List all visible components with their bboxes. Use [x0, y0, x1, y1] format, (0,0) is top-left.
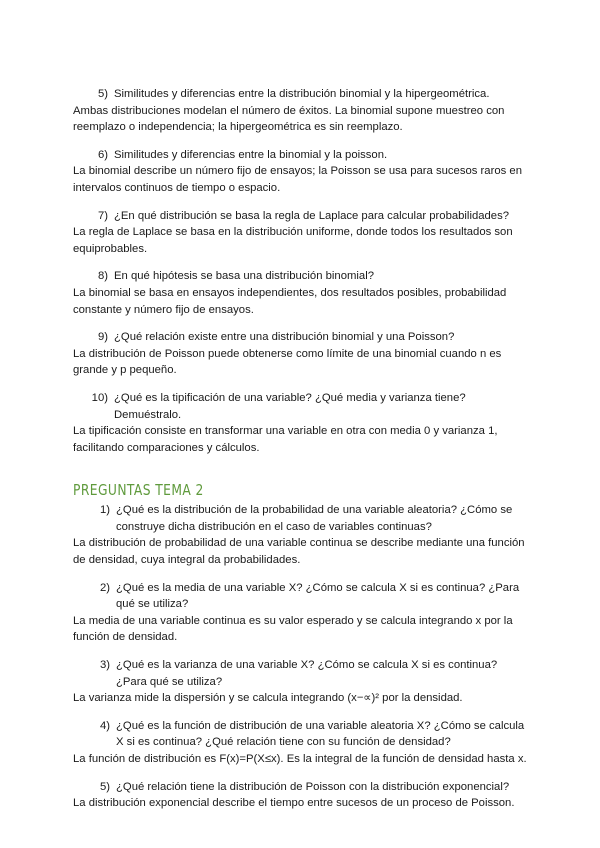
question [73, 657, 533, 690]
question-text: Similitudes y diferencias entre la distribución binomial y la hipergeométrica. [114, 88, 490, 100]
qa-item-t2-5 [73, 779, 533, 812]
question-number: 9) [97, 331, 108, 344]
question-number: 1) [99, 504, 110, 517]
question-text: ¿Qué es la distribución de la probabilidad de una variable aleatoria? ¿Cómo se construye dicha distribución en el caso de variables continuas? [116, 504, 513, 533]
question [73, 208, 533, 225]
question-text: ¿En qué distribución se basa la regla de Laplace para calcular probabilidades? [114, 209, 510, 222]
answer-text: Ambas distribuciones modelan el número de éxitos. La binomial supone muestreo con reemplazo o independencia; la hipergeométrica es sin reemplazo. [73, 104, 505, 134]
answer-text: La binomial se basa en ensayos independientes, dos resultados posibles, probabilidad constante y número fijo de ensayos. [73, 286, 507, 316]
question-text: Similitudes y diferencias entre la binomial y la poisson. [114, 148, 388, 161]
question-text: En qué hipótesis se basa una distribución binomial? [114, 270, 374, 283]
question-text: ¿Qué es la función de distribución de una variable aleatoria X? ¿Cómo se calcula X si es continua? ¿Qué relación tiene con su función de densidad? [116, 719, 525, 749]
question-text: ¿Qué relación tiene la distribución de Poisson con la distribución exponencial? [116, 780, 510, 793]
question [73, 329, 533, 346]
answer-text: La regla de Laplace se basa en la distribución uniforme, donde todos los resultados son equiprobables. [73, 226, 513, 255]
qa-item-7 [73, 208, 533, 258]
answer-text: La distribución de Poisson puede obtenerse como límite de una binomial cuando n es grande y p pequeño. [73, 347, 502, 377]
question-number: 4) [99, 719, 110, 732]
question [73, 502, 533, 535]
qa-item-t2-4 [73, 718, 533, 768]
answer-text: La binomial describe un número fijo de ensayos; la Poisson se usa para sucesos raros en intervalos continuos de tiempo o espacio. [73, 165, 522, 194]
question-number: 6) [97, 148, 108, 161]
question [73, 718, 533, 751]
question-text: ¿Qué es la varianza de una variable X? ¿Cómo se calcula X si es continua? ¿Para qué se utiliza? [116, 659, 498, 688]
answer-text: La varianza mide la dispersión y se calcula integrando (x−∝)² por la densidad. [73, 692, 463, 705]
question [73, 580, 533, 613]
qa-item-5 [73, 86, 533, 136]
answer-text: La tipificación consiste en transformar una variable en otra con media 0 y varianza 1, facilitando comparaciones y cálculos. [73, 425, 498, 454]
question [73, 268, 533, 285]
question [73, 86, 533, 103]
qa-item-10 [73, 390, 533, 456]
qa-item-9 [73, 329, 533, 379]
document-page [73, 86, 533, 823]
qa-item-t2-1 [73, 502, 533, 568]
question-text: ¿Qué es la tipificación de una variable? ¿Qué media y varianza tiene? Demuéstralo. [114, 391, 466, 421]
answer-text: La distribución de probabilidad de una variable continua se describe mediante una función de densidad, cuya integral da probabilidades. [73, 537, 525, 567]
answer-text: La distribución exponencial describe el tiempo entre sucesos de un proceso de Poisson. [73, 797, 515, 810]
question [73, 390, 533, 423]
question [73, 147, 533, 164]
qa-item-t2-3 [73, 657, 533, 707]
answer-text: La media de una variable continua es su valor esperado y se calcula integrando x por la función de densidad. [73, 614, 513, 644]
question-number: 5) [97, 88, 108, 100]
question-number: 7) [97, 209, 108, 222]
question-number: 3) [99, 659, 110, 672]
section-heading: PREGUNTAS TEMA 2 [73, 481, 204, 500]
question-number: 10) [91, 391, 108, 404]
question-number: 2) [99, 581, 110, 594]
qa-item-8 [73, 268, 533, 318]
question-number: 5) [99, 780, 110, 793]
question-text: ¿Qué relación existe entre una distribución binomial y una Poisson? [114, 331, 455, 344]
question-number: 8) [97, 270, 108, 283]
answer-text: La función de distribución es F(x)=P(X≤x). Es la integral de la función de densidad hasta x. [73, 753, 527, 765]
qa-item-6 [73, 147, 533, 197]
question-text: ¿Qué es la media de una variable X? ¿Cómo se calcula X si es continua? ¿Para qué se utiliza? [116, 581, 520, 611]
question [73, 779, 533, 796]
qa-item-t2-2 [73, 580, 533, 646]
